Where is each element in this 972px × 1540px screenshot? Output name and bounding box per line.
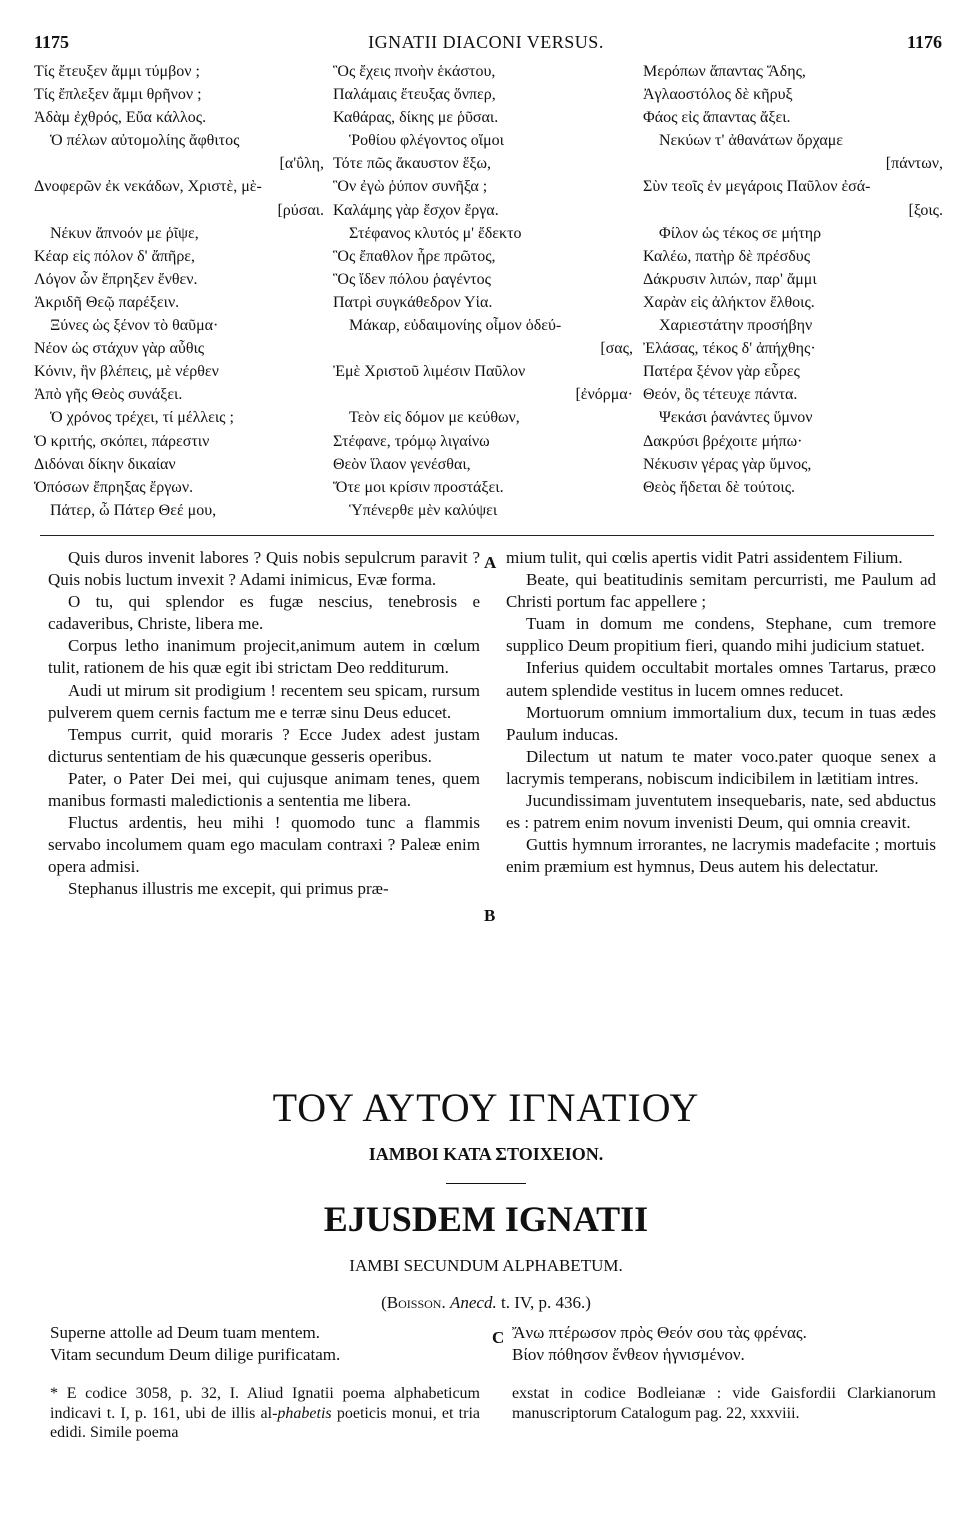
greek-line: Ὁ κριτής, σκόπει, πάρεστιν [34, 432, 210, 450]
greek-line: Ὁπόσων ἔπρηξας ἔργων. [34, 478, 194, 496]
greek-line: Θεὸς ἥδεται δὲ τούτοις. [643, 478, 796, 496]
latin-title: EJUSDEM IGNATII [323, 1199, 649, 1239]
greek-line-continuation: [σας, [600, 340, 633, 358]
section-divider [40, 535, 934, 536]
latin-paragraph: Corpus letho inanimum projecit,animum autem in cœlum tulit, rationem de his quæ egit ibi strictam Deo redditurum. [48, 636, 480, 678]
greek-verse: Ἄνω πτέρωσον πρὸς Θεόν σου τὰς φρένας. [512, 1323, 807, 1342]
latin-paragraph: Jucundissimam juventutem insequebaris, nate, sed abductus es : patrem enim novum invenisti Deum, qui omnia creavit. [506, 791, 936, 833]
greek-column-1 [34, 60, 324, 522]
latin-verse: Superne attolle ad Deum tuam mentem. [50, 1323, 321, 1342]
greek-line: Στέφανε, τρόμῳ λιγαίνω [333, 432, 490, 450]
footnote-right [512, 1384, 936, 1423]
page-number-left: 1175 [34, 32, 70, 52]
greek-line-continuation: [πάντων, [885, 155, 943, 173]
greek-line: Ἐμὲ Χριστοῦ λιμέσιν Παῦλον [333, 363, 526, 381]
greek-line: Πατέρα ξένον γὰρ εὗρες [643, 363, 800, 381]
greek-line: Ὅτε μοι κρίσιν προστάξει. [333, 478, 504, 496]
latin-paragraph: Audi ut mirum sit prodigium ! recentem seu spicam, rursum pulverem quem cernis factum me e terræ sinu Deus educet. [48, 680, 480, 722]
greek-line: Τότε πῶς ἄκαυστον ἕξω, [333, 155, 492, 173]
greek-line: Χαριεστάτην προσήβην [659, 317, 813, 335]
greek-line: Μερόπων ἅπαντας Ἅδης, [643, 63, 806, 80]
greek-line: Δακρύσι βρέχοιτε μήπω· [643, 432, 803, 450]
greek-line: Ἀκριδῆ Θεῷ παρέξειν. [34, 293, 180, 311]
greek-line: Ὃς ἔχεις πνοὴν ἑκάστου, [333, 63, 496, 80]
greek-line: Παλάμαις ἔτευξας ὅνπερ, [333, 86, 496, 104]
latin-paragraph: Stephanus illustris me excepit, qui primus præ- [68, 879, 389, 899]
footnote-text: * E codice 3058, p. 32, I. Aliud Ignatii poema alphabeticum indicavi t. I, p. 161, ubi de illis al- [50, 1385, 480, 1422]
greek-line: Νεκύων τ' ἀθανάτων ὄρχαμε [659, 132, 843, 150]
greek-line: Ἀπὸ γῆς Θεὸς συνάξει. [34, 386, 183, 404]
greek-line: Ῥοθίου φλέγοντος οἴμοι [349, 132, 504, 150]
greek-line: Στέφανος κλυτός μ' ἔδεκτο [349, 224, 522, 242]
greek-line: Λόγον ὧν ἔπρηξεν ἔνθεν. [34, 270, 198, 288]
running-title: IGNATII DIACONI VERSUS. [368, 32, 604, 52]
greek-line: Φάος εἰς ἅπαντας ἄξει. [643, 109, 791, 127]
greek-line: Χαρὰν εἰς ἀλήκτον ἔλθοις. [643, 293, 815, 311]
margin-letter-c: C [492, 1328, 505, 1347]
greek-line: Νέκυν ἄπνοόν με ῥῖψε, [50, 224, 199, 242]
latin-verse: Vitam secundum Deum dilige purificatam. [50, 1345, 341, 1364]
greek-line: Ψεκάσι ῥανάντες ὕμνον [659, 409, 813, 427]
latin-paragraph: Pater, o Pater Dei mei, qui cujusque animam tenes, quem manibus formasti maledictionis a sententia me libera. [48, 768, 480, 811]
greek-line: Ἀγλαοστόλος δὲ κῆρυξ [643, 86, 793, 104]
greek-line: Ὁ χρόνος τρέχει, τί μέλλεις ; [50, 409, 234, 427]
greek-line: Δνοφερῶν ἐκ νεκάδων, Χριστὲ, μὲ- [34, 178, 262, 196]
greek-line: Ὃς ἔπαθλον ἦρε πρῶτος, [333, 247, 496, 265]
greek-line: Διδόναι δίκην δικαίαν [34, 455, 176, 473]
greek-column-3 [643, 60, 943, 499]
greek-line: Καθάρας, δίκης με ῥῦσαι. [333, 109, 499, 127]
greek-subtitle: ΙΑΜΒΟΙ ΚΑΤΑ ΣΤΟΙΧΕΙΟΝ. [368, 1144, 604, 1164]
title-rule [446, 1183, 526, 1184]
latin-paragraph: O tu, qui splendor es fugæ nescius, tenebrosis e cadaveribus, Christe, libera me. [48, 592, 480, 634]
margin-letter-a: A [484, 553, 497, 572]
latin-paragraph: Inferius quidem occultabit mortales omnes Tartarus, præco autem splendide vestitus in lucem omnes reducet. [506, 658, 936, 700]
margin-letter-b: B [484, 906, 496, 925]
latin-paragraph: Mortuorum omnium immortalium dux, tecum in tuas ædes Paulum inducas. [506, 702, 936, 744]
greek-line: Νέον ὡς στάχυν γὰρ αὖθις [34, 340, 205, 358]
latin-translation-left [48, 547, 480, 901]
source-reference: (Boisson. Anecd. t. IV, p. 436.) [381, 1293, 591, 1312]
greek-column-2 [333, 60, 633, 522]
greek-line: Ἀδὰμ ἐχθρός, Εὔα κάλλος. [34, 109, 207, 127]
greek-line: Τίς ἔπλεξεν ἄμμι θρῆνον ; [34, 86, 202, 104]
greek-title: ΤΟΥ ΑΥΤΟΥ ΙΓΝΑΤΙΟΥ [272, 1085, 700, 1130]
greek-line: Τεὸν εἰς δόμον με κεύθων, [349, 409, 520, 427]
greek-line-continuation: [ξοις. [908, 201, 943, 219]
greek-line-continuation: [ρύσαι. [277, 201, 324, 219]
greek-line: Κόνιν, ἣν βλέπεις, μὲ νέρθεν [34, 363, 219, 381]
greek-line: Ὑπένερθε μὲν καλύψει [349, 501, 498, 519]
greek-line: Θεόν, ὃς τέτευχε πάντα. [643, 386, 798, 404]
latin-paragraph: Fluctus ardentis, heu mihi ! quomodo tunc a flammis servabo incolumem quam ego maculam contraxi ? Paleæ enim opera admisi. [48, 813, 480, 877]
greek-line: Καλέω, πατὴρ δὲ πρέσδυς [643, 247, 811, 265]
greek-line: Ξύνες ὡς ξένον τὸ θαῦμα· [50, 317, 219, 335]
greek-line: Καλάμης γὰρ ἔσχον ἔργα. [333, 201, 499, 219]
footnote-text: poeticis monui, et tria edidi. Simile poema [50, 1404, 480, 1441]
greek-line: Σὺν τεοῖς ἐν μεγάροις Παῦλον ἐσά- [643, 178, 871, 196]
greek-line: Δάκρυσιν λιπών, παρ' ἄμμι [643, 270, 817, 288]
greek-line: Ὃν ἐγὼ ῥύπον συνῆξα ; [333, 178, 488, 196]
latin-subtitle: IAMBI SECUNDUM ALPHABETUM. [349, 1256, 623, 1275]
greek-line: Κέαρ εἰς πόλον δ' ἄπῆρε, [34, 247, 196, 265]
latin-paragraph: Tuam in domum me condens, Stephane, cum tremore supplico Deum propitium fieri, quando mihi judicium statuet. [506, 614, 936, 656]
latin-paragraph: Dilectum ut natum te mater voco.pater quoque senex a lacrymis temperans, nobiscum indicibilem in lætitiam intres. [506, 746, 936, 788]
greek-line-continuation: [α'ΰλη, [279, 155, 324, 173]
greek-line: Φίλον ὡς τέκος σε μήτηρ [659, 224, 822, 242]
greek-line: Ὃς ἴδεν πόλου ῥαγέντος [333, 270, 491, 288]
latin-paragraph: Quis duros invenit labores ? Quis nobis sepulcrum paravit ? Quis nobis luctum invexit ? Adami inimicus, Evæ forma. [48, 548, 480, 590]
greek-line: Νέκυσιν γέρας γὰρ ὕμνος, [643, 455, 812, 473]
greek-line: Θεὸν ἵλαον γενέσθαι, [333, 455, 471, 473]
greek-line: Μάκαρ, εὐδαιμονίης οἶμον ὁδεύ- [349, 317, 562, 335]
source-work: Anecd. [449, 1293, 497, 1312]
latin-paragraph: Tempus currit, quid moraris ? Ecce Judex adest justam dicturus sententiam de his quæcunque gesseris operibus. [48, 724, 480, 766]
greek-verses [512, 1322, 807, 1366]
footnote-text: exstat in codice Bodleianæ : vide Gaisfordii Clarkianorum manuscriptorum Catalogum pag. 22, xxxviii. [512, 1385, 936, 1422]
greek-line-continuation: [ἐνόρμα· [575, 386, 633, 404]
latin-paragraph: mium tulit, qui cœlis apertis vidit Patri assidentem Filium. [506, 548, 903, 567]
footnote-left [50, 1384, 480, 1443]
greek-line: Πατρὶ συγκάθεδρον Υἱα. [333, 293, 493, 311]
greek-verse: Βίον πόθησον ἔνθεον ἡγνισμένον. [512, 1345, 745, 1364]
greek-line: Ἐλάσας, τέκος δ' ἀπήχθης· [643, 340, 816, 358]
latin-paragraph: Guttis hymnum irrorantes, ne lacrymis madefacite ; mortuis enim præmium est hymnus, Deus autem his delectatur. [506, 835, 936, 877]
latin-paragraph: Beate, qui beatitudinis semitam percurristi, me Paulum ad Christi portum fac appellere ; [506, 570, 936, 612]
latin-translation-right [506, 547, 936, 878]
greek-line: Ὁ πέλων αὐτομολίης ἄφθιτος [50, 132, 240, 150]
greek-line: Τίς ἔτευξεν ἄμμι τύμβον ; [34, 63, 200, 80]
latin-verses [50, 1322, 340, 1366]
footnote-italic: phabetis [277, 1404, 332, 1422]
greek-line: Πάτερ, ὦ Πάτερ Θεέ μου, [50, 501, 217, 519]
source-author: Boisson [386, 1293, 442, 1312]
page-number-right: 1176 [906, 32, 942, 52]
